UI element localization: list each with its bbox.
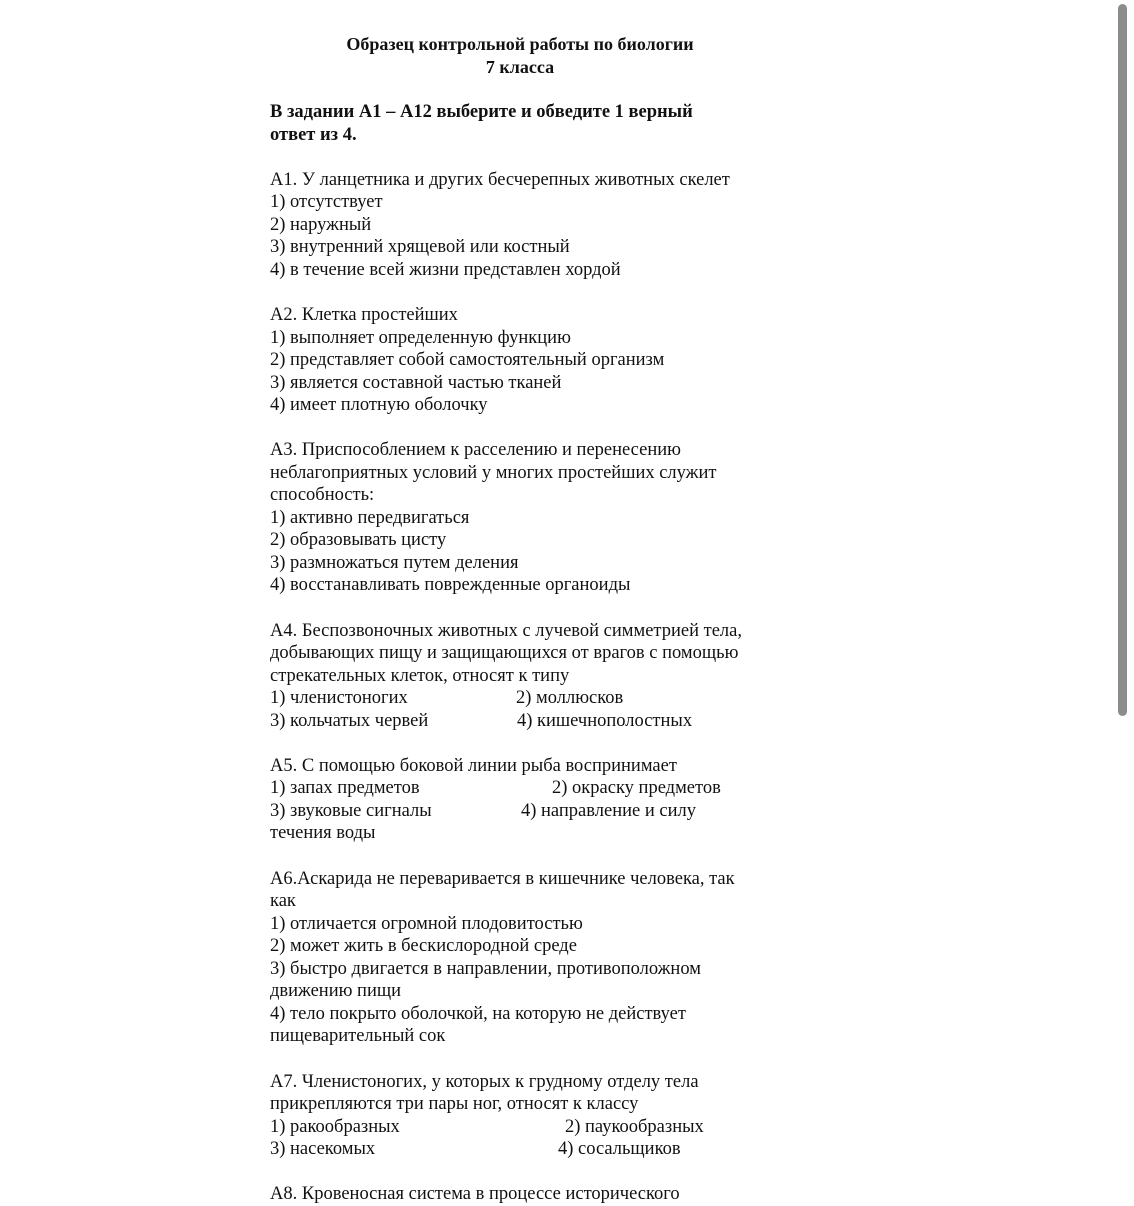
title-line-2: 7 класса <box>485 57 555 77</box>
question-a3-option-2: 2) образовывать цисту <box>270 530 447 550</box>
question-a2-text: А2. Клетка простейших <box>270 305 458 325</box>
question-a1-option-4: 4) в течение всей жизни представлен хордой <box>270 260 621 280</box>
question-a7-option-4: 4) сосальщиков <box>558 1139 681 1159</box>
question-a4-option-3: 3) кольчатых червей <box>270 711 429 731</box>
question-a2-option-1: 1) выполняет определенную функцию <box>270 328 571 348</box>
question-a6-option-3: 3) быстро двигается в направлении, противоположном <box>270 959 701 979</box>
question-a6-text-line-2: как <box>270 891 296 911</box>
question-a1-option-2: 2) наружный <box>270 215 372 235</box>
question-a4-option-4: 4) кишечнополостных <box>517 711 693 731</box>
question-a4-text-line-1: А4. Беспозвоночных животных с лучевой симметрией тела, <box>270 621 742 641</box>
question-a1-option-3: 3) внутренний хрящевой или костный <box>270 237 570 257</box>
question-a5-text: А5. С помощью боковой линии рыба воспринимает <box>270 756 677 776</box>
scrollbar-thumb[interactable] <box>1118 4 1127 716</box>
question-a2-option-3: 3) является составной частью тканей <box>270 373 562 393</box>
question-a6-option-4-continuation: пищеварительный сок <box>270 1026 446 1046</box>
question-a3-text-line-2: неблагоприятных условий у многих простейших служит <box>270 463 717 483</box>
question-a4-text-line-3: стрекательных клеток, относят к типу <box>270 666 570 686</box>
question-a3-option-4: 4) восстанавливать поврежденные органоиды <box>270 575 631 595</box>
question-a6-option-2: 2) может жить в бескислородной среде <box>270 936 577 956</box>
question-a6-text-line-1: А6.Аскарида не переваривается в кишечнике человека, так <box>270 869 735 889</box>
question-a8-text-line-1: А8. Кровеносная система в процессе исторического <box>270 1184 680 1204</box>
page-title <box>270 33 770 79</box>
question-a3-text-line-3: способность: <box>270 485 375 505</box>
question-a2-option-4: 4) имеет плотную оболочку <box>270 395 488 415</box>
question-a5-option-3: 3) звуковые сигналы <box>270 801 432 821</box>
question-a4-option-1: 1) членистоногих <box>270 688 408 708</box>
question-a2-option-2: 2) представляет собой самостоятельный организм <box>270 350 665 370</box>
question-a1-option-1: 1) отсутствует <box>270 192 383 212</box>
instruction-line-2: ответ из 4. <box>270 125 357 145</box>
question-a3-option-1: 1) активно передвигаться <box>270 508 470 528</box>
title-line-1: Образец контрольной работы по биологии <box>346 34 694 54</box>
question-a7-option-3: 3) насекомых <box>270 1139 376 1159</box>
question-a5-option-4-continuation: течения воды <box>270 823 376 843</box>
question-a5-option-2: 2) окраску предметов <box>552 778 721 798</box>
question-a6-option-4: 4) тело покрыто оболочкой, на которую не действует <box>270 1004 686 1024</box>
question-a4-text-line-2: добывающих пищу и защищающихся от врагов с помощью <box>270 643 739 663</box>
question-a5-option-4: 4) направление и силу <box>521 801 696 821</box>
question-a3-option-3: 3) размножаться путем деления <box>270 553 519 573</box>
question-a1-text: А1. У ланцетника и других бесчерепных животных скелет <box>270 170 730 190</box>
question-a4-option-2: 2) моллюсков <box>516 688 624 708</box>
question-a6-option-3-continuation: движению пищи <box>270 981 401 1001</box>
instruction <box>270 101 770 147</box>
question-a7-text-line-1: А7. Членистоногих, у которых к грудному отделу тела <box>270 1072 699 1092</box>
instruction-line-1: В задании А1 – А12 выберите и обведите 1 верный <box>270 102 693 122</box>
question-a5-option-1: 1) запах предметов <box>270 778 420 798</box>
question-a7-option-1: 1) ракообразных <box>270 1117 400 1137</box>
question-a3-text-line-1: А3. Приспособлением к расселению и перенесению <box>270 440 681 460</box>
question-a6-option-1: 1) отличается огромной плодовитостью <box>270 914 583 934</box>
question-a7-text-line-2: прикрепляются три пары ног, относят к классу <box>270 1094 639 1114</box>
question-a7-option-2: 2) паукообразных <box>565 1117 704 1137</box>
